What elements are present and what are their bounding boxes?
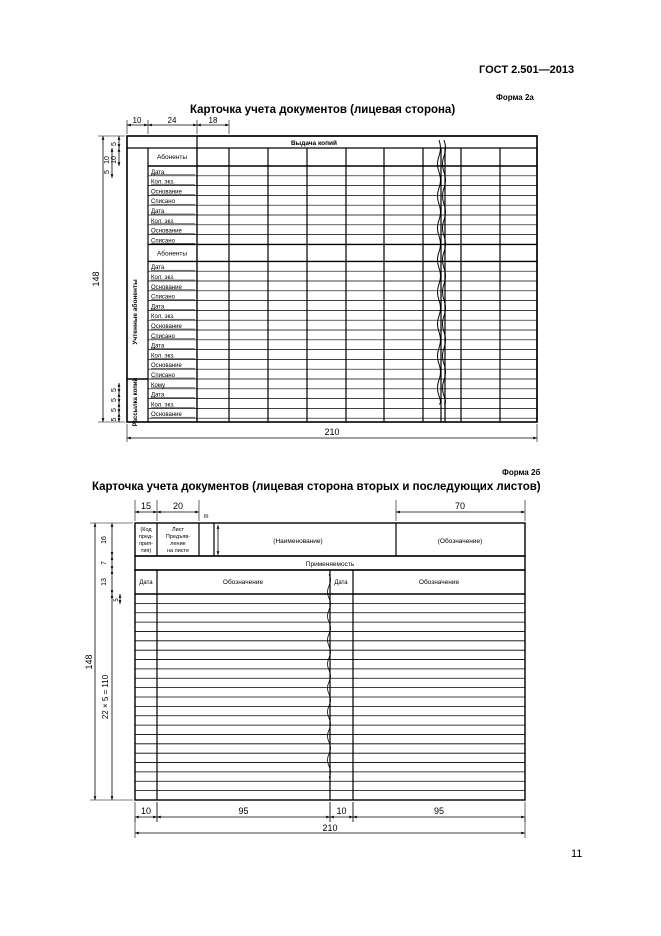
row-label: Списано (151, 333, 175, 340)
dimension-arrow (119, 594, 122, 598)
col-sheet-label: Предъяв- (165, 534, 191, 540)
dimension-arrow (349, 816, 353, 819)
subscribers-label: Абоненты (156, 154, 188, 161)
row-label: Основание (151, 363, 182, 370)
dimension-arrow (157, 816, 161, 819)
row-label: Кол. экз. (151, 179, 175, 186)
row-label: Дата (151, 209, 165, 215)
dimension-arrow (94, 796, 97, 800)
form-2a-title: Карточка учета документов (лицевая сторона) (190, 104, 456, 116)
dimension-arrow (153, 816, 157, 819)
row-label: Списано (151, 373, 175, 379)
row-label: Основание (151, 189, 182, 196)
col-m-label: m (203, 514, 209, 520)
row-label: Кол. экз. (151, 353, 175, 360)
dim-label: 210 (324, 427, 340, 437)
dim-label: 5 (111, 417, 118, 422)
dimension-arrow (111, 594, 114, 598)
col-format-label: (Код (140, 527, 152, 533)
col-format-label: тия) (140, 548, 152, 554)
dim-label: 24 (167, 116, 177, 125)
row-label: Дата (151, 343, 165, 350)
dimension-arrow (111, 552, 114, 556)
dim-label: 13 (101, 578, 108, 586)
dim-label: 22 × 5 = 110 (101, 674, 110, 720)
row-label: Основание (151, 284, 182, 291)
row-label: Кому (151, 382, 166, 389)
dimension-arrow (135, 511, 139, 514)
dim-label: 95 (433, 806, 445, 816)
standard-number: ГОСТ 2.501—2013 (479, 64, 575, 76)
dimension-arrow (111, 590, 114, 594)
copies-header: Выдача копий (290, 140, 338, 147)
col-designation-label: (Обозначение) (437, 538, 483, 545)
dim-label: 210 (322, 823, 338, 833)
col-oboz-label: Обозначение (418, 579, 460, 586)
dim-label: 18 (208, 116, 218, 125)
row-label: Основание (151, 412, 182, 419)
col-sheet-label: на листе (166, 548, 190, 554)
col-sheet-label: Лист (172, 527, 184, 533)
col-format-label: пред- (138, 534, 154, 540)
dimension-arrow (135, 832, 139, 835)
dimension-arrow (217, 525, 220, 529)
dim-label: 10 (132, 116, 142, 125)
dim-label: 10 (140, 806, 152, 816)
dimension-arrow (111, 556, 114, 560)
dim-label: 95 (238, 806, 249, 816)
dim-label: 5 (111, 142, 118, 146)
dim-label: 10 (111, 156, 118, 164)
dim-label: 20 (172, 501, 184, 511)
row-label: Списано (151, 238, 175, 245)
section-subscribers-label: Учтенные абоненты (132, 279, 139, 345)
dimension-arrow (521, 511, 525, 514)
dimension-arrow (521, 832, 525, 835)
dim-label: 7 (101, 561, 108, 565)
dimension-arrow (135, 816, 139, 819)
col-date-label: Дата (334, 580, 348, 586)
dimension-arrow (111, 523, 114, 527)
dimension-arrow (521, 816, 525, 819)
dim-label: 5 (111, 398, 118, 402)
page-number: 11 (571, 848, 583, 860)
row-label: Кол. экз. (151, 275, 175, 281)
dim-label: 16 (101, 536, 108, 544)
form-2a-label: Форма 2а (496, 93, 534, 102)
section-rack-label: Рассылка копий (133, 377, 139, 427)
dim-label: 5 (111, 408, 118, 412)
dimension-arrow (217, 551, 220, 555)
row-label: Списано (151, 199, 175, 206)
applicability-label: Применяемость (305, 561, 355, 568)
col-format-label: прия- (139, 541, 153, 547)
form-2b-label: Форма 2б (502, 468, 541, 477)
dimension-arrow (153, 511, 157, 514)
row-label: Дата (151, 169, 165, 176)
dim-label: 10 (104, 156, 111, 164)
dim-label: 5 (114, 598, 120, 602)
dimension-arrow (330, 816, 334, 819)
row-label: Кол. экз. (151, 314, 175, 321)
row-label: Кол. экз. (151, 218, 175, 225)
col-sheet-label: ление (170, 541, 186, 547)
dim-label: 15 (140, 501, 152, 511)
dimension-arrow (195, 511, 199, 514)
dimension-arrow (396, 511, 400, 514)
dimension-arrow (111, 796, 114, 800)
dim-label: 70 (454, 501, 466, 511)
row-label: Основание (151, 228, 182, 235)
dimension-arrow (94, 523, 97, 527)
row-label: Дата (151, 304, 165, 311)
row-label: Дата (151, 392, 165, 399)
dimension-arrow (111, 566, 114, 570)
row-label: Дата (151, 265, 165, 272)
dim-label: 148 (84, 654, 94, 670)
row-label: Кол. экз. (151, 402, 175, 409)
form-2b-title: Карточка учета документов (лицевая сторона вторых и последующих листов) (92, 481, 541, 493)
dim-label: 148 (91, 271, 101, 287)
col-oboz-label: Обозначение (222, 579, 264, 586)
col-name-label: (Наименование) (273, 538, 323, 545)
subscribers-label: Абоненты (156, 250, 188, 258)
dimension-arrow (326, 816, 330, 819)
dim-label: 5 (111, 388, 118, 392)
dimension-arrow (111, 570, 114, 574)
dimension-arrow (353, 816, 357, 819)
dim-label: 5 (104, 170, 111, 174)
row-label: Основание (151, 324, 182, 330)
dim-label: 10 (336, 806, 347, 816)
row-label: Списано (151, 294, 175, 301)
col-date-label: Дата (139, 580, 153, 586)
dimension-arrow (157, 511, 161, 514)
